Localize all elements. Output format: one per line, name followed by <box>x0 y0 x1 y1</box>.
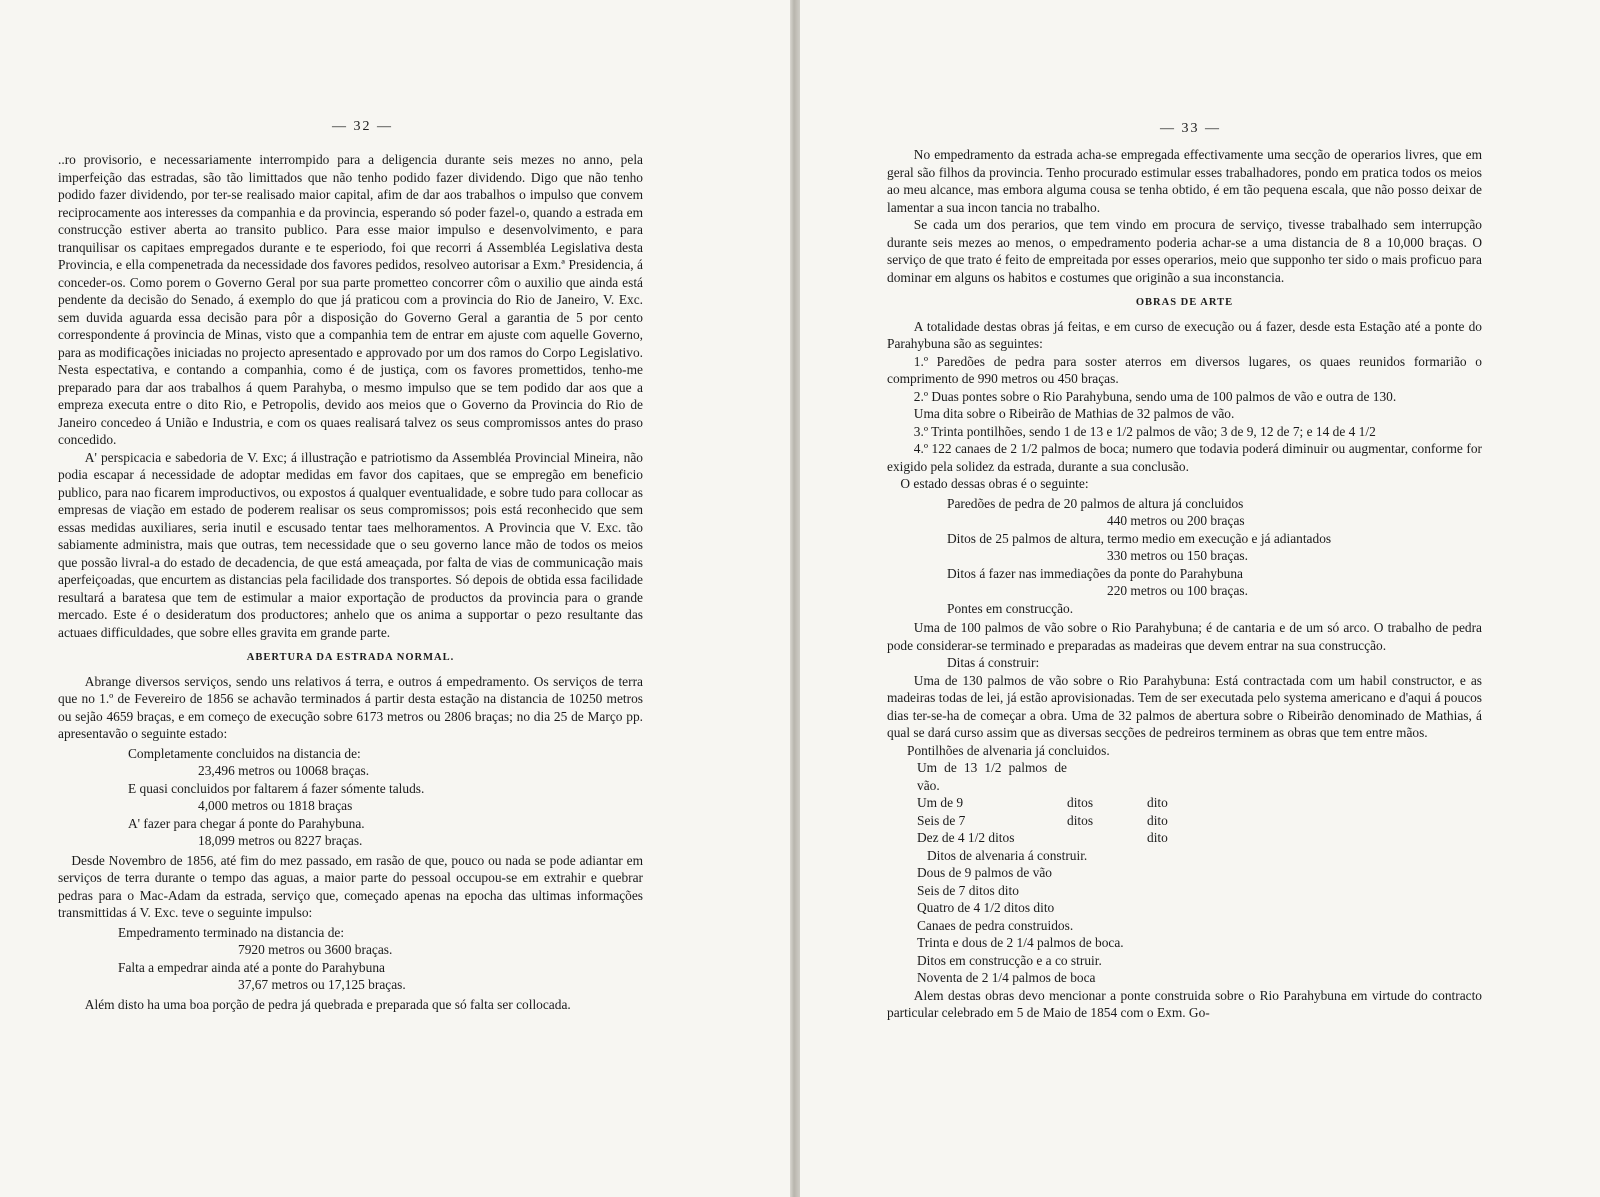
list-item: 3.º Trinta pontilhões, sendo 1 de 13 e 1/2 palmos de vão; 3 de 9, 12 de 7; e 14 de 4 1/2 <box>913 423 1376 439</box>
left-page <box>0 0 790 1197</box>
status-line: 18,099 metros ou 8227 braças. <box>198 833 363 848</box>
section-title: OBRAS DE ARTE <box>1135 297 1234 308</box>
to-build-label <box>887 654 1482 672</box>
pontilhoes-build-list <box>887 847 1482 987</box>
paragraph: A' perspicacia e sabedoria de V. Exc; á illustração e patriotismo da Assembléa Provincial Mineira, não podia escapar á necessidade de adoptar medidas em favor dos capitaes, que se empregão em beneficio publico, para nao ficarem improductivos, ou expostos á qualquer eventualidade, e sobre tudo para collocar as empresas de viação em estado de poderem realisar os seus compromissos; pois está reconhecido que sem essas medidas auxiliares, seria inutil e escusado tentar taes melhoramentos. A Provincia que V. Exc. tão sabiamente administra, mais que outras, tem necessidade que o seu governo lance mão de todos os meios que possão livral-a do estado de decadencia, de que está ameaçada, por falta de vias de communicação mais aperfeiçoadas, que encurtem as distancias pela facilidade dos transportes. Só depois de obtida essa facilidade resultará a baratesa que tem de estimular a maior exportação de productos da provincia para o grande mercado. Este é o desideratum dos productores; anhelo que os anima a supportar o pezo resultante das actuaes difficuldades, que sobre elles gravita em grande parte. <box>58 449 643 640</box>
impulse-line: Falta a empedrar ainda até a ponte do Parahybuna <box>118 959 385 975</box>
subheading: Ditas á construir: <box>947 655 1040 670</box>
list-item: Uma dita sobre o Ribeirão de Mathias de 32 palmos de vão. <box>913 406 1235 421</box>
paragraph: Abrange diversos serviços, sendo uns relativos á terra, e outros á empedramento. Os serviços de terra que no 1.º de Fevereiro de 1856 se achavão terminados á partir desta estação na distancia de 10250 metros ou sejão 4659 braças, e em começo de execução sobre 6173 metros ou 2806 braças; no dia 25 de Março pp. apresentavão o seguinte estado: <box>58 673 643 741</box>
list-line: Ditos em construcção e a co struir. <box>917 952 1102 968</box>
table-cell: Um de 9 <box>917 795 964 810</box>
list-item: 1.º Paredões de pedra para soster aterros em diversos lugares, os quaes reunidos formarião o comprimento de 990 metros ou 450 braças. <box>887 353 1482 386</box>
list-line: Dous de 9 palmos de vão <box>917 865 1052 880</box>
list-line: Canaes de pedra construidos. <box>917 917 1074 933</box>
status-line: 4,000 metros ou 1818 braças <box>198 798 353 813</box>
table-cell: Um de 13 1/2 palmos de vão. <box>917 760 1067 793</box>
pontilhoes-table <box>887 759 1482 847</box>
state-line: Paredões de pedra de 20 palmos de altura já concluidos <box>947 495 1244 511</box>
paragraph: Uma de 130 palmos de vão sobre o Rio Parahybuna: Está contractada com um habil constructor, e as madeiras todas de lei, já estão aprovisionadas. Tem de ser executada pelo systema americano e d'aqui á poucos dias ter-se-ha de começar a obra. Uma de 32 palmos de abertura sobre o Ribeirão denominado de Mathias, á qual se dará curso assim que as diversas secções de pedreiros terminem as obras que tem entre mãos. <box>887 672 1482 740</box>
table-cell <box>1147 759 1227 794</box>
state-line: Ditos de 25 palmos de altura, termo medio em execução e já adiantados <box>947 530 1332 546</box>
table-cell: dito <box>1147 812 1168 828</box>
right-page <box>800 0 1600 1197</box>
list-line: Quatro de 4 1/2 ditos dito <box>917 900 1055 915</box>
paragraph: No empedramento da estrada acha-se empregada effectivamente uma secção de operarios livres, que em geral são filhos da provincia. Tenho procurado estimular esses trabalhadores, pondo em pratica todos os meios ao meu alcance, mas embora alguma cousa se tenha obtido, é em tão pequena escala, que não posso deixar de lamentar a sua incon tancia no trabalho. <box>887 147 1482 215</box>
state-line: 220 metros ou 100 braças. <box>1107 583 1248 598</box>
state-line: Pontes em construcção. <box>947 600 1074 616</box>
table-cell: dito <box>1147 830 1168 845</box>
paragraph: Se cada um dos perarios, que tem vindo em procura de serviço, tivesse trabalhado sem interrupção durante seis mezes ao menos, o empedramento poderia achar-se a uma distancia de 8 a 10,000 braças. O serviço de que trato é feito de empreitada por esses operarios, meio que supponho ter sido o mais proficuo para dominar em alguns os habitos e costumes que originão a sua inconstancia. <box>887 217 1482 285</box>
status-list <box>58 745 643 850</box>
impulse-list <box>58 924 643 994</box>
impulse-line: Empedramento terminado na distancia de: <box>118 924 345 940</box>
state-line: 330 metros ou 150 braças. <box>1107 548 1248 563</box>
status-line: Completamente concluidos na distancia de: <box>128 745 361 761</box>
page-number: — 32 — <box>332 119 393 134</box>
list-line: Noventa de 2 1/4 palmos de boca <box>917 970 1096 985</box>
paragraph: Desde Novembro de 1856, até fim do mez passado, em rasão de que, pouco ou nada se pode adiantar em serviços de terra durante o tempo das aguas, a maior parte do pessoal occupou-se em extrahir e quebrar pedras para o Mac-Adam da estrada, serviço que, começado apenas na epocha das ultimas informações transmittidas á V. Exc. teve o seguinte impulso: <box>58 852 643 920</box>
state-line: Ditos á fazer nas immediações da ponte do Parahybuna <box>947 565 1243 581</box>
left-text-column <box>58 151 643 1013</box>
status-line: E quasi concluidos por faltarem á fazer sómente taluds. <box>128 780 425 796</box>
table-cell: Dez de 4 1/2 ditos <box>917 830 1015 845</box>
page-number: — 33 — <box>1160 121 1221 136</box>
status-line: 23,496 metros ou 10068 braças. <box>198 763 370 778</box>
pontilhoes-section <box>887 742 1482 760</box>
list-line: Seis de 7 ditos dito <box>917 882 1019 898</box>
table-cell <box>1067 829 1147 847</box>
section-title: ABERTURA DA ESTRADA NORMAL. <box>246 652 455 663</box>
paragraph: Uma de 100 palmos de vão sobre o Rio Parahybuna; é de cantaria e de um só arco. O trabalho de pedra pode considerar-se terminado e preparadas as madeiras que devem entrar na sua construcção. <box>887 620 1482 653</box>
table-cell: dito <box>1147 795 1168 810</box>
impulse-line: 7920 metros ou 3600 braças. <box>238 942 393 957</box>
subheading: Ditos de alvenaria á construir. <box>927 847 1088 863</box>
list-item: 4.º 122 canaes de 2 1/2 palmos de boca; numero que todavia poderá diminuir ou augmentar, conforme for exigido pela solidez da estrada, durante a sua conclusão. <box>887 441 1482 474</box>
impulse-line: 37,67 metros ou 17,125 braças. <box>238 977 406 992</box>
right-text-column <box>887 146 1482 1022</box>
table-cell <box>1067 759 1147 794</box>
paragraph: Além disto ha uma boa porção de pedra já quebrada e preparada que só falta ser collocada. <box>84 996 571 1012</box>
status-line: A' fazer para chegar á ponte do Parahybuna. <box>128 815 365 831</box>
state-line: 440 metros ou 200 braças <box>1107 513 1245 528</box>
list-line: Trinta e dous de 2 1/4 palmos de boca. <box>917 935 1124 950</box>
paragraph: ..ro provisorio, e necessariamente interrompido para a deligencia durante seis mezes no anno, pela imperfeição das estradas, são tão limittados que não tenho podido fazer dividendo. Digo que não tenho podido fazer dividendo, por ter-se realisado maior capital, afim de dar aos trabalhos o impulso que convem reciprocamente aos interesses da companhia e da provincia, esperando só poder fazel-o, quando a estrada em construcção estiver aberta ao transito publico. Para esse maior impulso e desenvolvimento, e para tranquilisar os capitaes empregados durante e te esperiodo, foi que recorri á Assembléa Legislativa desta Provincia, e ella compenetrada da necessidade dos favores pedidos, resolveo autorisar a Exm.ª Presidencia, á conceder-os. Como porem o Governo Geral por sua parte prometteo concorrer côm o auxilio que ainda está pendente da decisão do Senado, á exemplo do que já praticou com a provincia do Rio de Janeiro, V. Exc. sem duvida aguarda essa decisão para pôr a disposição do Governo Geral a garantia de 5 por cento correspondente á provincia de Minas, visto que a companhia tem de entrar em ajuste com aquelle Governo, para as modificações iniciadas no projecto apresentado e approvado por um dos ramos do Corpo Legislativo. Nesta espectativa, e contando a companhia, como é de justiça, com os favores promettidos, tenho-me preparado para dar aos trabalhos á quem Parahyba, o mesmo impulso que se tem podido dar aos que a empreza executa entre o dito Rio, e Petropolis, devido aos meios que o Governo da Provincia do Rio de Janeiro concedeo á União e Industria, e com os quaes realisará talvez os seus compromissos antes do praso concedido. <box>58 152 643 447</box>
table-cell: Seis de 7 <box>917 812 966 828</box>
list-item: 2.º Duas pontes sobre o Rio Parahybuna, sendo uma de 100 palmos de vão e outra de 130. <box>913 388 1397 404</box>
book-gutter <box>790 0 800 1197</box>
table-cell: ditos <box>1067 812 1094 828</box>
paragraph: Alem destas obras devo mencionar a ponte construida sobre o Rio Parahybuna em virtude do contracto particular celebrado em 5 de Maio de 1854 com o Exm. Go- <box>887 987 1482 1020</box>
state-list <box>887 495 1482 618</box>
subheading: Pontilhões de alvenaria já concluidos. <box>907 742 1110 758</box>
table-cell: ditos <box>1067 795 1094 810</box>
paragraph: A totalidade destas obras já feitas, e em curso de execução ou á fazer, desde esta Estação até a ponte do Parahybuna são as seguintes: <box>887 318 1482 351</box>
paragraph: O estado dessas obras é o seguinte: <box>900 476 1089 491</box>
